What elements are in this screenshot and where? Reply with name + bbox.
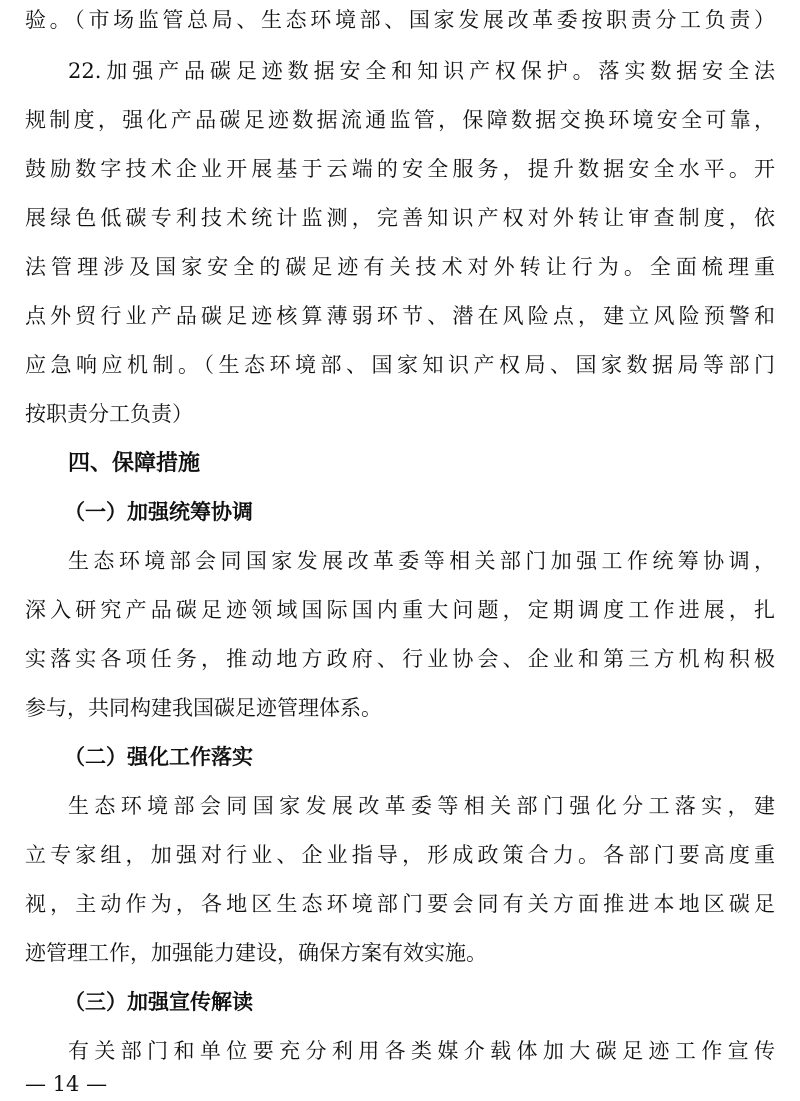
- paragraph-line: 有关部门和单位要充分利用各类媒介载体加大碳足迹工作宣传: [68, 1039, 775, 1063]
- paragraph-line: 验。（市场监管总局、生态环境部、国家发展改革委按职责分工负责）: [25, 8, 775, 32]
- page-number: — 14 —: [25, 1072, 108, 1096]
- paragraph-line: 深入研究产品碳足迹领域国际国内重大问题，定期调度工作进展，扎: [25, 598, 775, 622]
- paragraph-line: 参与，共同构建我国碳足迹管理体系。: [25, 696, 382, 720]
- paragraph-line: 法管理涉及国家安全的碳足迹有关技术对外转让行为。全面梳理重: [25, 255, 775, 279]
- paragraph-line: 按职责分工负责）: [25, 402, 193, 426]
- paragraph-line: 展绿色低碳专利技术统计监测，完善知识产权对外转让审查制度，依: [25, 206, 775, 230]
- paragraph-line: 鼓励数字技术企业开展基于云端的安全服务，提升数据安全水平。开: [25, 157, 775, 181]
- paragraph-line: 迹管理工作，加强能力建设，确保方案有效实施。: [25, 941, 487, 965]
- paragraph-line: 22.加强产品碳足迹数据安全和知识产权保护。落实数据安全法: [68, 59, 775, 83]
- paragraph-line: 应急响应机制。（生态环境部、国家知识产权局、国家数据局等部门: [25, 353, 775, 377]
- subsection-heading: （二）强化工作落实: [64, 744, 253, 769]
- subsection-heading: （三）加强宣传解读: [64, 989, 253, 1014]
- paragraph-line: 生态环境部会同国家发展改革委等相关部门强化分工落实，建: [68, 794, 775, 818]
- paragraph-line: 立专家组，加强对行业、企业指导，形成政策合力。各部门要高度重: [25, 843, 775, 867]
- subsection-heading: （一）加强统筹协调: [64, 499, 253, 524]
- paragraph-line: 生态环境部会同国家发展改革委等相关部门加强工作统筹协调，: [68, 549, 775, 573]
- section-heading: 四、保障措施: [68, 450, 201, 476]
- paragraph-line: 点外贸行业产品碳足迹核算薄弱环节、潜在风险点，建立风险预警和: [25, 304, 775, 328]
- paragraph-line: 实落实各项任务，推动地方政府、行业协会、企业和第三方机构积极: [25, 647, 775, 671]
- paragraph-line: 视，主动作为，各地区生态环境部门要会同有关方面推进本地区碳足: [25, 892, 775, 916]
- paragraph-line: 规制度，强化产品碳足迹数据流通监管，保障数据交换环境安全可靠，: [25, 108, 775, 132]
